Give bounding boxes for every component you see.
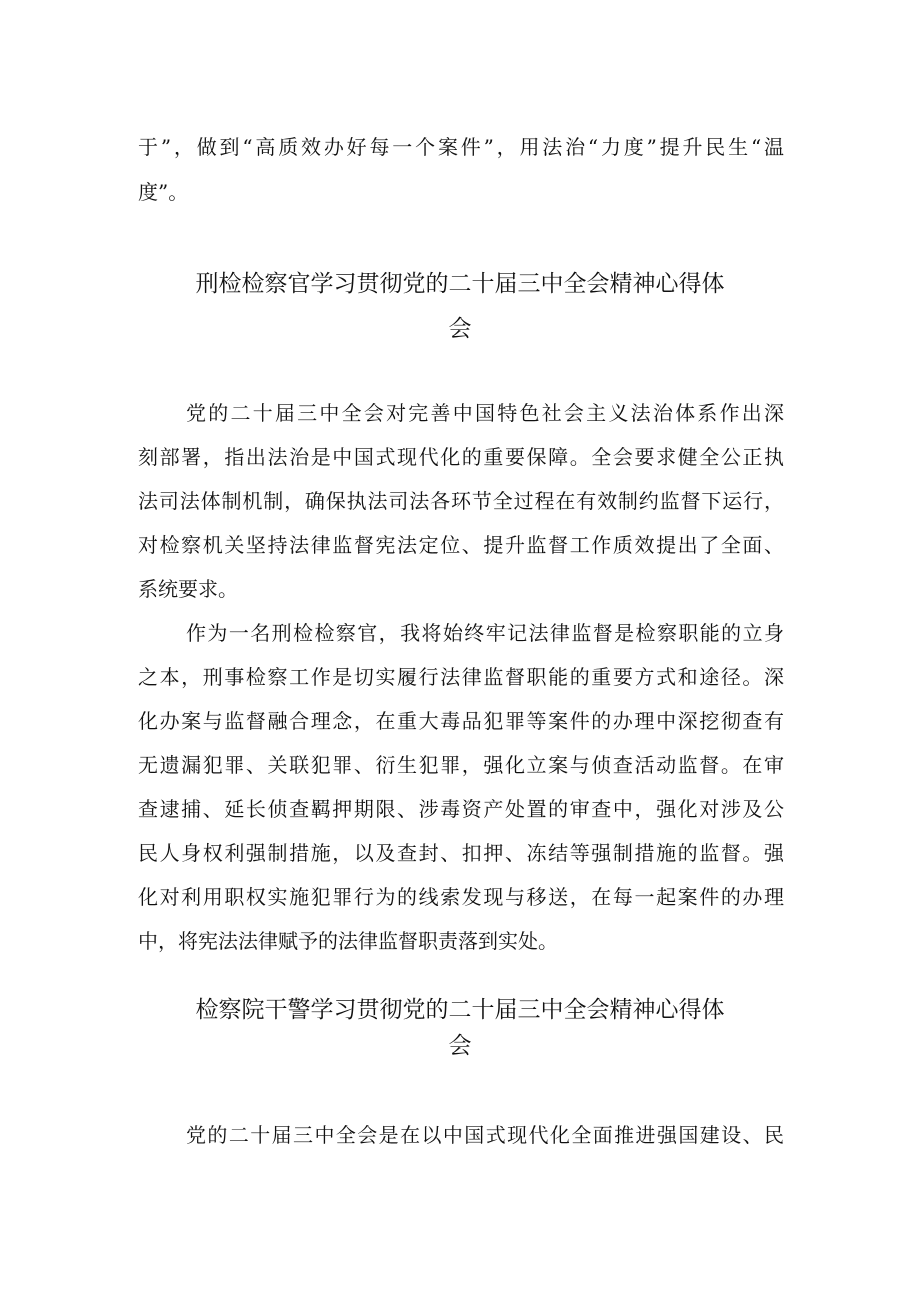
section2-title-line-2: 会: [448, 1033, 472, 1059]
s1-p1-line-1: 党的二十届三中全会对完善中国特色社会主义法治体系作出深: [186, 401, 784, 425]
s1-p1-line-4: 对检察机关坚持法律监督宪法定位、提升监督工作质效提出了全面、: [138, 533, 784, 557]
s1-p2-line-7: 化对利用职权实施犯罪行为的线索发现与移送，在每一起案件的办理: [138, 885, 784, 909]
s1-p1-line-3: 法司法体制机制，确保执法司法各环节全过程在有效制约监督下运行，: [138, 489, 784, 513]
s1-p2-line-5: 查逮捕、延长侦查羁押期限、涉毒资产处置的审查中，强化对涉及公: [138, 797, 784, 821]
section1-title-line-1: 刑检检察官学习贯彻党的二十届三中全会精神心得体: [195, 271, 725, 297]
s1-p1-line-2: 刻部署，指出法治是中国式现代化的重要保障。全会要求健全公正执: [138, 445, 784, 469]
s1-p2-line-2: 之本，刑事检察工作是切实履行法律监督职能的重要方式和途径。深: [138, 665, 784, 689]
s1-p2-line-8: 中，将宪法法律赋予的法律监督职责落到实处。: [138, 929, 558, 953]
intro-line-1: 于”，做到“高质效办好每一个案件”，用法治“力度”提升民生“温: [138, 135, 784, 159]
intro-line-2: 度”。: [138, 180, 189, 204]
section2-title-line-1: 检察院干警学习贯彻党的二十届三中全会精神心得体: [195, 997, 725, 1023]
s1-p2-line-4: 无遗漏犯罪、关联犯罪、衍生犯罪，强化立案与侦查活动监督。在审: [138, 753, 784, 777]
s1-p1-line-5: 系统要求。: [138, 577, 238, 601]
section1-title-line-2: 会: [448, 316, 472, 342]
s1-p2-line-3: 化办案与监督融合理念，在重大毒品犯罪等案件的办理中深挖彻查有: [138, 709, 784, 733]
s1-p2-line-6: 民人身权利强制措施，以及查封、扣押、冻结等强制措施的监督。强: [138, 841, 784, 865]
s2-p1-line-1: 党的二十届三中全会是在以中国式现代化全面推进强国建设、民: [186, 1123, 784, 1147]
s1-p2-line-1: 作为一名刑检检察官，我将始终牢记法律监督是检察职能的立身: [186, 621, 784, 645]
